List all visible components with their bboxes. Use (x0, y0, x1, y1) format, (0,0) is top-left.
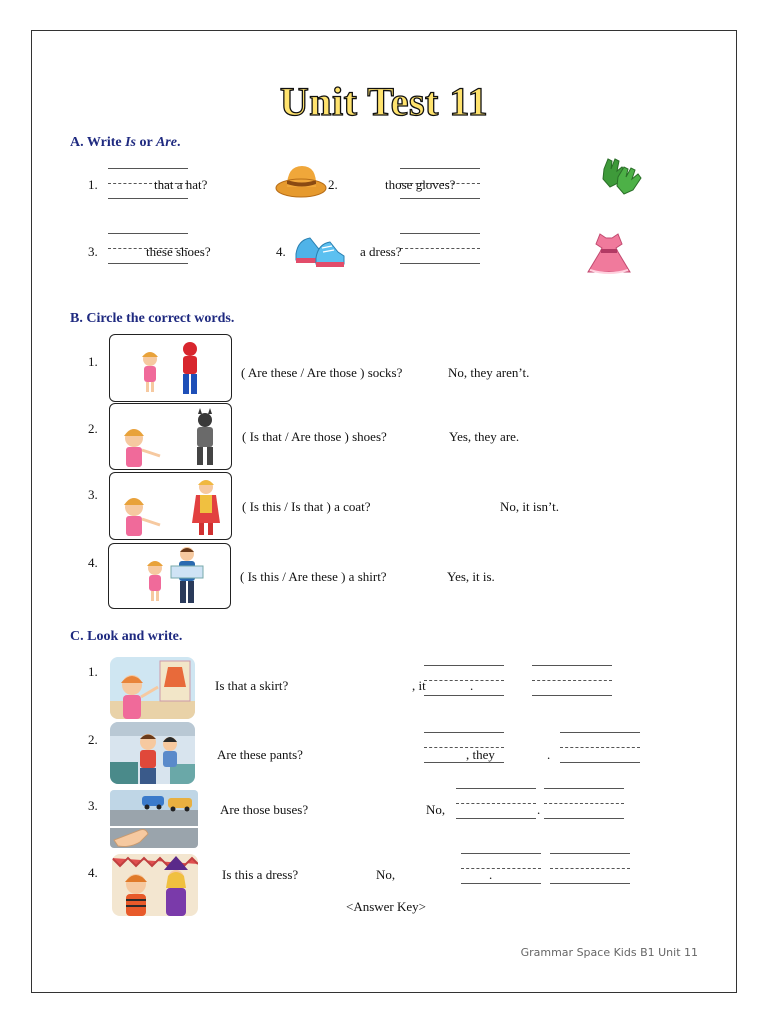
section-c-heading: C. Look and write. (70, 629, 183, 644)
footer-text: Grammar Space Kids B1 Unit 11 (520, 946, 698, 959)
party-costume-illustration (112, 854, 198, 916)
item-number: 3. (88, 244, 98, 259)
answer-lines[interactable] (560, 732, 640, 762)
question-text: Are those buses? (220, 802, 309, 817)
item-number: 4. (276, 244, 286, 259)
question-text: these shoes? (146, 244, 211, 259)
girl-boy-shirt-illustration (109, 544, 230, 608)
item-number: 1. (88, 664, 98, 679)
hat-icon (275, 160, 329, 200)
item-number: 2. (88, 732, 98, 747)
question-text: Are these pants? (217, 747, 303, 762)
answer-text: Yes, they are. (449, 429, 520, 444)
section-a-heading: A. Write Is or Are. (70, 135, 181, 150)
item-number: 3. (88, 487, 98, 502)
answer-connector: , they (466, 747, 495, 762)
answer-period: . (537, 802, 541, 817)
item-number: 3. (88, 798, 98, 813)
scene-image (110, 657, 195, 719)
item-number: 4. (88, 865, 98, 880)
scene-image (110, 790, 198, 848)
answer-lines[interactable] (550, 853, 630, 883)
road-cars-illustration (110, 790, 198, 848)
answer-period: . (470, 678, 474, 693)
item-number: 2. (88, 421, 98, 436)
answer-period: . (547, 747, 551, 762)
answer-lines[interactable] (544, 788, 624, 818)
shop-skirt-illustration (110, 657, 195, 719)
answer-key-label: <Answer Key> (346, 899, 427, 914)
question-text: a dress? (360, 244, 402, 259)
item-number: 2. (328, 177, 338, 192)
question-text: that a hat? (154, 177, 208, 192)
picture-box (108, 543, 231, 609)
question-text[interactable]: ( Is this / Is that ) a coat? (242, 499, 371, 514)
page-title: Unit Test 11 (279, 79, 489, 124)
store-pants-illustration (110, 722, 195, 784)
answer-lines[interactable] (424, 665, 504, 695)
answer-text: No, it isn’t. (500, 499, 559, 514)
dress-icon (584, 230, 634, 278)
item-number: 1. (88, 177, 98, 192)
question-text[interactable]: ( Is that / Are those ) shoes? (242, 429, 387, 444)
answer-text: Yes, it is. (447, 569, 495, 584)
answer-prefix: No, (426, 802, 446, 817)
answer-connector: , it (412, 678, 426, 693)
answer-text: No, they aren’t. (448, 365, 530, 380)
answer-prefix: No, (376, 867, 396, 882)
scene-image (112, 854, 198, 916)
girl-superhero-illustration (110, 473, 231, 539)
scene-image (110, 722, 195, 784)
girl-spiderman-illustration (110, 335, 231, 401)
item-number: 1. (88, 354, 98, 369)
answer-period: . (489, 867, 493, 882)
picture-box (109, 403, 232, 470)
answer-lines[interactable] (532, 665, 612, 695)
picture-box (109, 472, 232, 540)
question-text: Is this a dress? (222, 867, 299, 882)
answer-lines[interactable] (400, 233, 480, 263)
gloves-icon (598, 155, 648, 199)
girl-batman-illustration (110, 404, 231, 469)
answer-lines[interactable] (461, 853, 541, 883)
picture-box (109, 334, 232, 402)
item-number: 4. (88, 555, 98, 570)
section-b-heading: B. Circle the correct words. (70, 311, 235, 326)
question-text: Is that a skirt? (215, 678, 289, 693)
question-text: those gloves? (385, 177, 456, 192)
shoes-icon (292, 230, 352, 272)
question-text[interactable]: ( Is this / Are these ) a shirt? (240, 569, 387, 584)
answer-lines[interactable] (456, 788, 536, 818)
question-text[interactable]: ( Are these / Are those ) socks? (241, 365, 403, 380)
